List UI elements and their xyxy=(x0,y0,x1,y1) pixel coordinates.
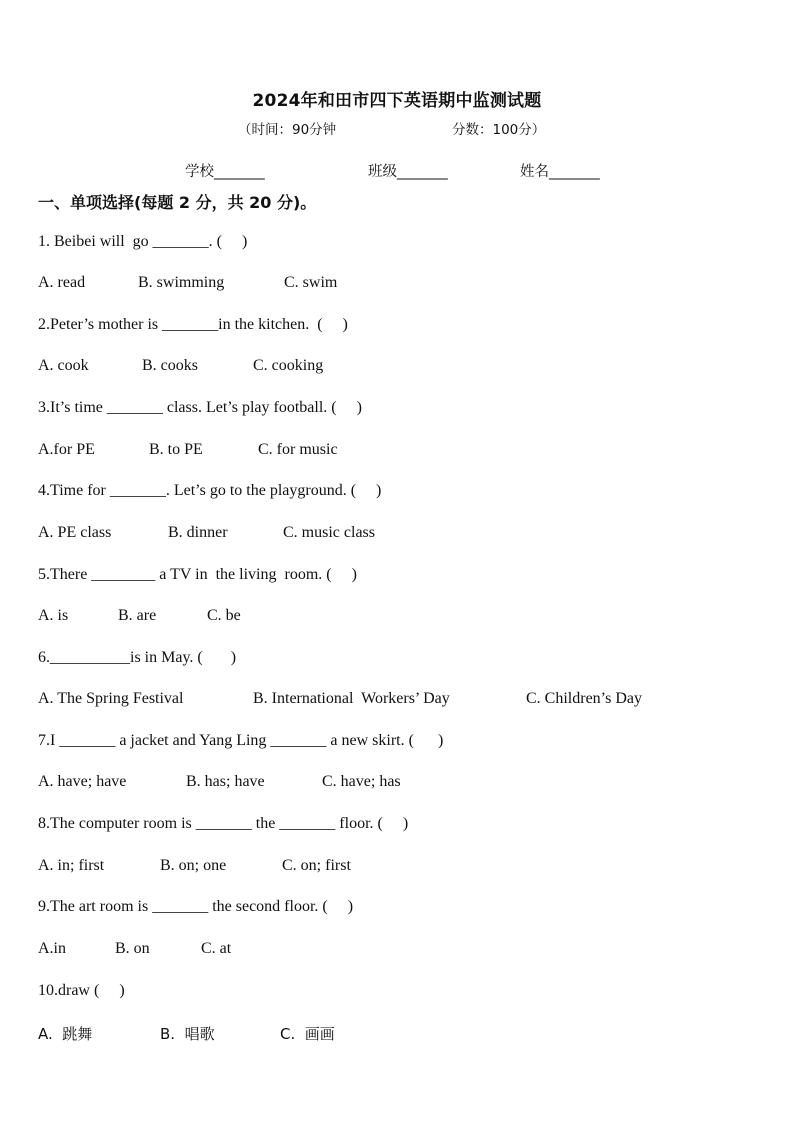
question-6: 6.__________is in May. ( ) xyxy=(38,649,237,666)
q5-option-a: A. is xyxy=(38,607,69,624)
exam-score: 分数：100分） xyxy=(452,122,546,138)
q6-option-a: A. The Spring Festival xyxy=(38,690,184,707)
q10-option-b: B. 唱歌 xyxy=(160,1025,215,1043)
question-9: 9.The art room is _______ the second floor. ( ) xyxy=(38,898,354,915)
q3-option-c: C. for music xyxy=(258,441,338,458)
q9-option-b: B. on xyxy=(115,940,150,957)
q6-option-c: C. Children’s Day xyxy=(526,690,642,707)
q2-option-c: C. cooking xyxy=(253,357,324,374)
q1-option-b: B. swimming xyxy=(138,274,225,291)
section-title: 一、单项选择(每题 2 分，共 20 分)。 xyxy=(38,193,317,212)
q4-option-c: C. music class xyxy=(283,524,375,541)
question-4: 4.Time for _______. Let’s go to the playground. ( ) xyxy=(38,482,382,499)
q6-option-b: B. International Workers’ Day xyxy=(253,690,450,707)
class-field: 班级_______ xyxy=(368,164,448,180)
q9-option-c: C. at xyxy=(201,940,232,957)
q2-option-b: B. cooks xyxy=(142,357,198,374)
q4-option-a: A. PE class xyxy=(38,524,112,541)
exam-title: 2024年和田市四下英语期中监测试题 xyxy=(252,91,542,111)
q8-option-b: B. on; one xyxy=(160,857,227,874)
question-5: 5.There ________ a TV in the living room. ( ) xyxy=(38,566,357,583)
q10-option-a: A. 跳舞 xyxy=(38,1025,93,1043)
q10-option-c: C. 画画 xyxy=(280,1025,335,1043)
question-3: 3.It’s time _______ class. Let’s play football. ( ) xyxy=(38,399,362,416)
question-1: 1. Beibei will go _______. ( ) xyxy=(38,233,248,250)
q1-option-c: C. swim xyxy=(284,274,338,291)
q4-option-b: B. dinner xyxy=(168,524,228,541)
q3-option-b: B. to PE xyxy=(149,441,203,458)
question-10: 10.draw ( ) xyxy=(38,982,125,999)
name-field: 姓名_______ xyxy=(520,164,600,180)
q8-option-a: A. in; first xyxy=(38,857,105,874)
q8-option-c: C. on; first xyxy=(282,857,351,874)
q7-option-b: B. has; have xyxy=(186,773,265,790)
exam-time: （时间：90分钟 xyxy=(238,122,337,138)
question-2: 2.Peter’s mother is _______in the kitchen. ( ) xyxy=(38,316,348,333)
q7-option-c: C. have; has xyxy=(322,773,401,790)
q3-option-a: A.for PE xyxy=(38,441,95,458)
q1-option-a: A. read xyxy=(38,274,86,291)
q9-option-a: A.in xyxy=(38,940,66,957)
question-8: 8.The computer room is _______ the _______ floor. ( ) xyxy=(38,815,409,832)
q5-option-b: B. are xyxy=(118,607,157,624)
q2-option-a: A. cook xyxy=(38,357,89,374)
school-field: 学校_______ xyxy=(185,164,265,180)
q7-option-a: A. have; have xyxy=(38,773,127,790)
q5-option-c: C. be xyxy=(207,607,241,624)
question-7: 7.I _______ a jacket and Yang Ling _______ a new skirt. ( ) xyxy=(38,732,444,749)
